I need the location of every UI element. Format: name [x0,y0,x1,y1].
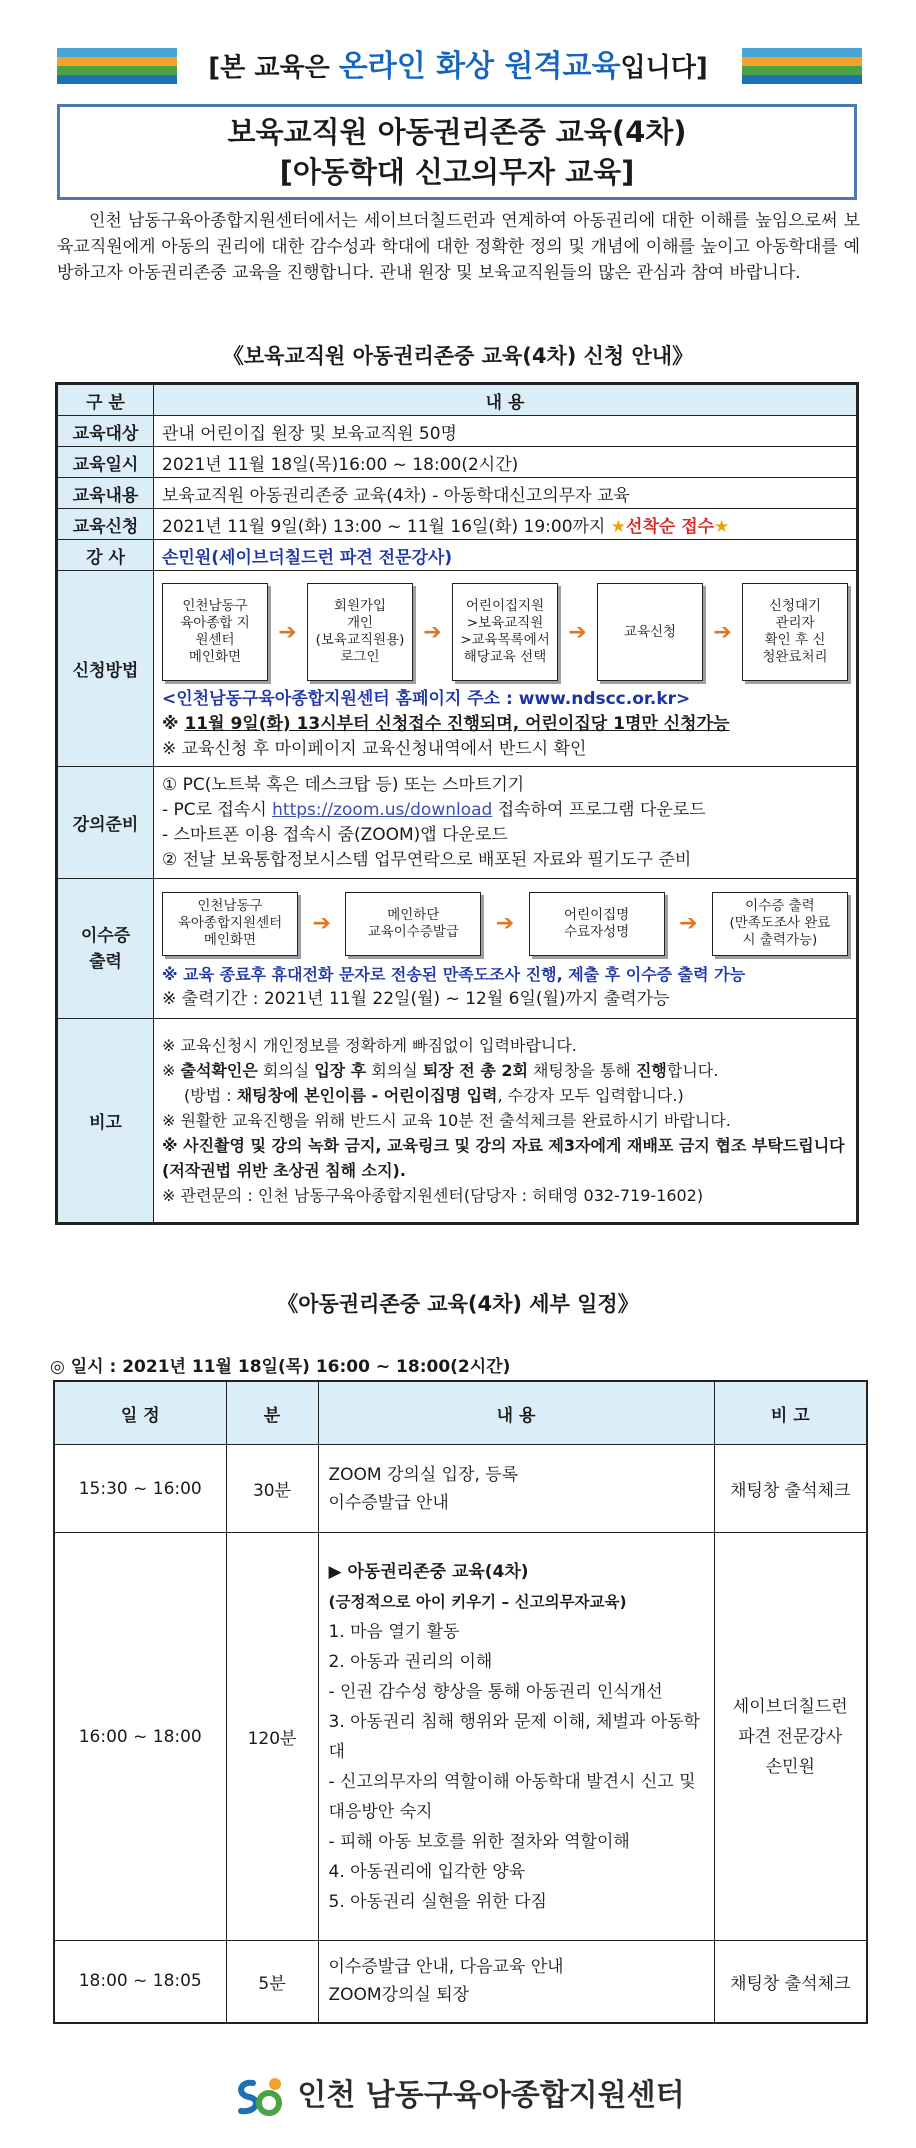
arrow-right-icon: ➔ [423,619,442,645]
application-flow [162,575,848,687]
prep-label: 강의준비 [57,767,154,879]
row-time: 16:00 ~ 18:00 [54,1533,226,1941]
date-label: 교육일시 [57,447,154,478]
center-footer [0,2070,916,2119]
cert-step-4: 이수증 출력 (만족도조사 완료 시 출력가능) [712,892,848,956]
remark-2: ※ 출석확인은 회의실 입장 후 회의실 퇴장 전 총 2회 채팅창을 통해 진행합니다. [162,1061,719,1080]
apply-value: 2021년 11월 9일(화) 13:00 ~ 11월 16일(화) 19:00까지 ★선착순 접수★ [154,509,858,540]
row-time: 18:00 ~ 18:05 [54,1941,226,2023]
row-remark: 채팅창 출석체크 [714,1445,867,1533]
arrow-right-icon: ➔ [568,619,587,645]
certificate-flow [162,886,848,962]
remark-5: ※ 사진촬영 및 강의 녹화 금지, 교육링크 및 강의 자료 제3자에게 재배포 금지 협조 부탁드립니다(저작권법 위반 초상권 침해 소지). [162,1136,845,1180]
table-row [54,1533,867,1941]
table-row [54,1941,867,2023]
row-minutes: 30분 [226,1445,318,1533]
remark-1: ※ 교육신청시 개인정보를 정확하게 빠짐없이 입력바랍니다. [162,1036,577,1055]
cert-step-3: 어린이집명 수료자성명 [529,892,665,956]
row-remark: 세이브더칠드런 파견 전문강사 손민원 [714,1533,867,1941]
certificate-notice: ※ 교육 종료후 휴대전화 문자로 전송된 만족도조사 진행, 제출 후 이수증 출력 가능 [162,964,746,984]
head-category: 구 분 [57,384,154,416]
lecturer-value: 손민원(세이브더칠드런 파견 전문강사) [154,540,858,571]
flow-step-3: 어린이집지원 >보육교직원 >교육목록에서 해당교육 선택 [452,583,558,681]
method-cell [154,571,858,767]
row-minutes: 120분 [226,1533,318,1941]
left-color-stripe [57,48,177,86]
prep-line-1: ① PC(노트북 혹은 데스크탑 등) 또는 스마트기기 [162,774,525,795]
star-icon: ★ [714,516,730,537]
application-table [55,382,859,1225]
schedule-table [53,1380,868,2024]
row-minutes: 5분 [226,1941,318,2023]
arrow-right-icon: ➔ [495,911,515,936]
schedule-datetime: ◎ 일시 : 2021년 11월 18일(목) 16:00 ~ 18:00(2시간) [50,1357,511,1377]
arrow-right-icon: ➔ [679,911,698,936]
certificate-period: ※ 출력기간 : 2021년 11월 22일(월) ~ 12월 6일(월)까지 출력가능 [162,988,670,1009]
row-content: ▶ 아동권리존중 교육(4차) (긍정적으로 아이 키우기 – 신고의무자교육) 1. 마음 열기 활동 2. 아동과 권리의 이해 - 인권 감수성 향상을 통해 아동권리 인식개선 3. 아동권리 침해 행위와 문제 이해, 체벌과 아동학대 - 신고의무자의 역할이해 아동학대 발견시 신고 및 대응방안 숙지 - 피해 아동 보호를 위한 절차와 역할이해 4. 아동권리에 입각한 양육 5. 아동권리 실현을 위한 다짐 [318,1533,714,1941]
target-label: 교육대상 [57,416,154,447]
center-logo-icon [231,2075,287,2119]
head-content: 내 용 [154,384,858,416]
cert-cell [154,879,858,1019]
mypage-notice: ※ 교육신청 후 마이페이지 교육신청내역에서 반드시 확인 [162,739,587,759]
intro-paragraph: 인천 남동구육아종합지원센터에서는 세이브더칠드런과 연계하여 아동권리에 대한 이해를 높임으로써 보육교직원에게 아동의 권리에 대한 감수성과 학대에 대한 정확한 정의 및 개념에 이해를 높이고 아동학대를 예방하고자 아동권리존중 교육을 진행합니다. 관내 원장 및 보육교직원들의 많은 관심과 참여 바랍니다. [57,211,860,283]
remarks-label: 비고 [57,1019,154,1224]
arrow-right-icon: ➔ [713,619,732,645]
lecturer-label: 강 사 [57,540,154,571]
flow-step-5: 신청대기 관리자 확인 후 신 청완료처리 [742,583,848,681]
zoom-download-link[interactable]: https://zoom.us/download [272,799,493,820]
method-label: 신청방법 [57,571,154,767]
online-banner: [본 교육은 온라인 화상 원격교육입니다] [208,49,708,84]
head-minutes: 분 [226,1381,318,1445]
row-remark: 채팅창 출석체크 [714,1941,867,2023]
cert-label: 이수증 출력 [57,879,154,1019]
prep-cell [154,767,858,879]
remark-4: ※ 원활한 교육진행을 위해 반드시 교육 10분 전 출석체크를 완료하시기 바랍니다. [162,1111,731,1130]
head-schedule: 일 정 [54,1381,226,1445]
application-notice: ※ 11월 9일(화) 13시부터 신청접수 진행되며, 어린이집당 1명만 신청가능 [162,714,730,734]
content-label: 교육내용 [57,478,154,509]
cert-step-1: 인천남동구 육아종합지원센터 메인화면 [162,892,298,956]
right-color-stripe [742,48,862,86]
flow-step-1: 인천남동구 육아종합 지 원센터 메인화면 [162,583,268,681]
prep-line-4: ② 전날 보육통합정보시스템 업무연락으로 배포된 자료와 필기도구 준비 [162,849,692,870]
arrow-right-icon: ➔ [278,619,297,645]
flow-step-4: 교육신청 [597,583,703,681]
page-title: 보육교직원 아동권리존중 교육(4차) [아동학대 신고의무자 교육] [57,104,857,200]
remark-6: ※ 관련문의 : 인천 남동구육아종합지원센터(담당자 : 허태영 032-719-1602) [162,1186,704,1205]
remarks-cell [154,1019,858,1224]
footer-text: 인천 남동구육아종합지원센터 [297,2078,685,2113]
flow-step-2: 회원가입 개인 (보육교직원용) 로그인 [307,583,413,681]
row-time: 15:30 ~ 16:00 [54,1445,226,1533]
arrow-right-icon: ➔ [312,911,331,936]
application-section-title: 《보육교직원 아동권리존중 교육(4차) 신청 안내》 [222,344,694,368]
row-content: 이수증발급 안내, 다음교육 안내 ZOOM강의실 퇴장 [318,1941,714,2023]
cert-step-2: 메인하단 교육이수증발급 [345,892,481,956]
row-content: ZOOM 강의실 입장, 등록 이수증발급 안내 [318,1445,714,1533]
target-value: 관내 어린이집 원장 및 보육교직원 50명 [154,416,858,447]
head-remarks: 비 고 [714,1381,867,1445]
table-row [54,1445,867,1533]
apply-label: 교육신청 [57,509,154,540]
prep-line-3: - 스마트폰 이용 접속시 줌(ZOOM)앱 다운로드 [162,824,508,845]
head-content: 내 용 [318,1381,714,1445]
date-value: 2021년 11월 18일(목)16:00 ~ 18:00(2시간) [154,447,858,478]
content-value: 보육교직원 아동권리존중 교육(4차) - 아동학대신고의무자 교육 [154,478,858,509]
schedule-section-title: 《아동권리존중 교육(4차) 세부 일정》 [277,1292,639,1316]
remark-3: (방법 : 채팅창에 본인이름 - 어린이집명 입력, 수강자 모두 입력합니다.) [184,1086,684,1105]
star-icon: ★ [610,516,627,537]
first-come-note: 선착순 접수 [626,516,715,537]
prep-line-2: - PC로 접속시 https://zoom.us/download 접속하여 프로그램 다운로드 [162,799,706,820]
homepage-address[interactable]: <인천남동구육아종합지원센터 홈페이지 주소 : www.ndscc.or.kr> [162,689,691,709]
